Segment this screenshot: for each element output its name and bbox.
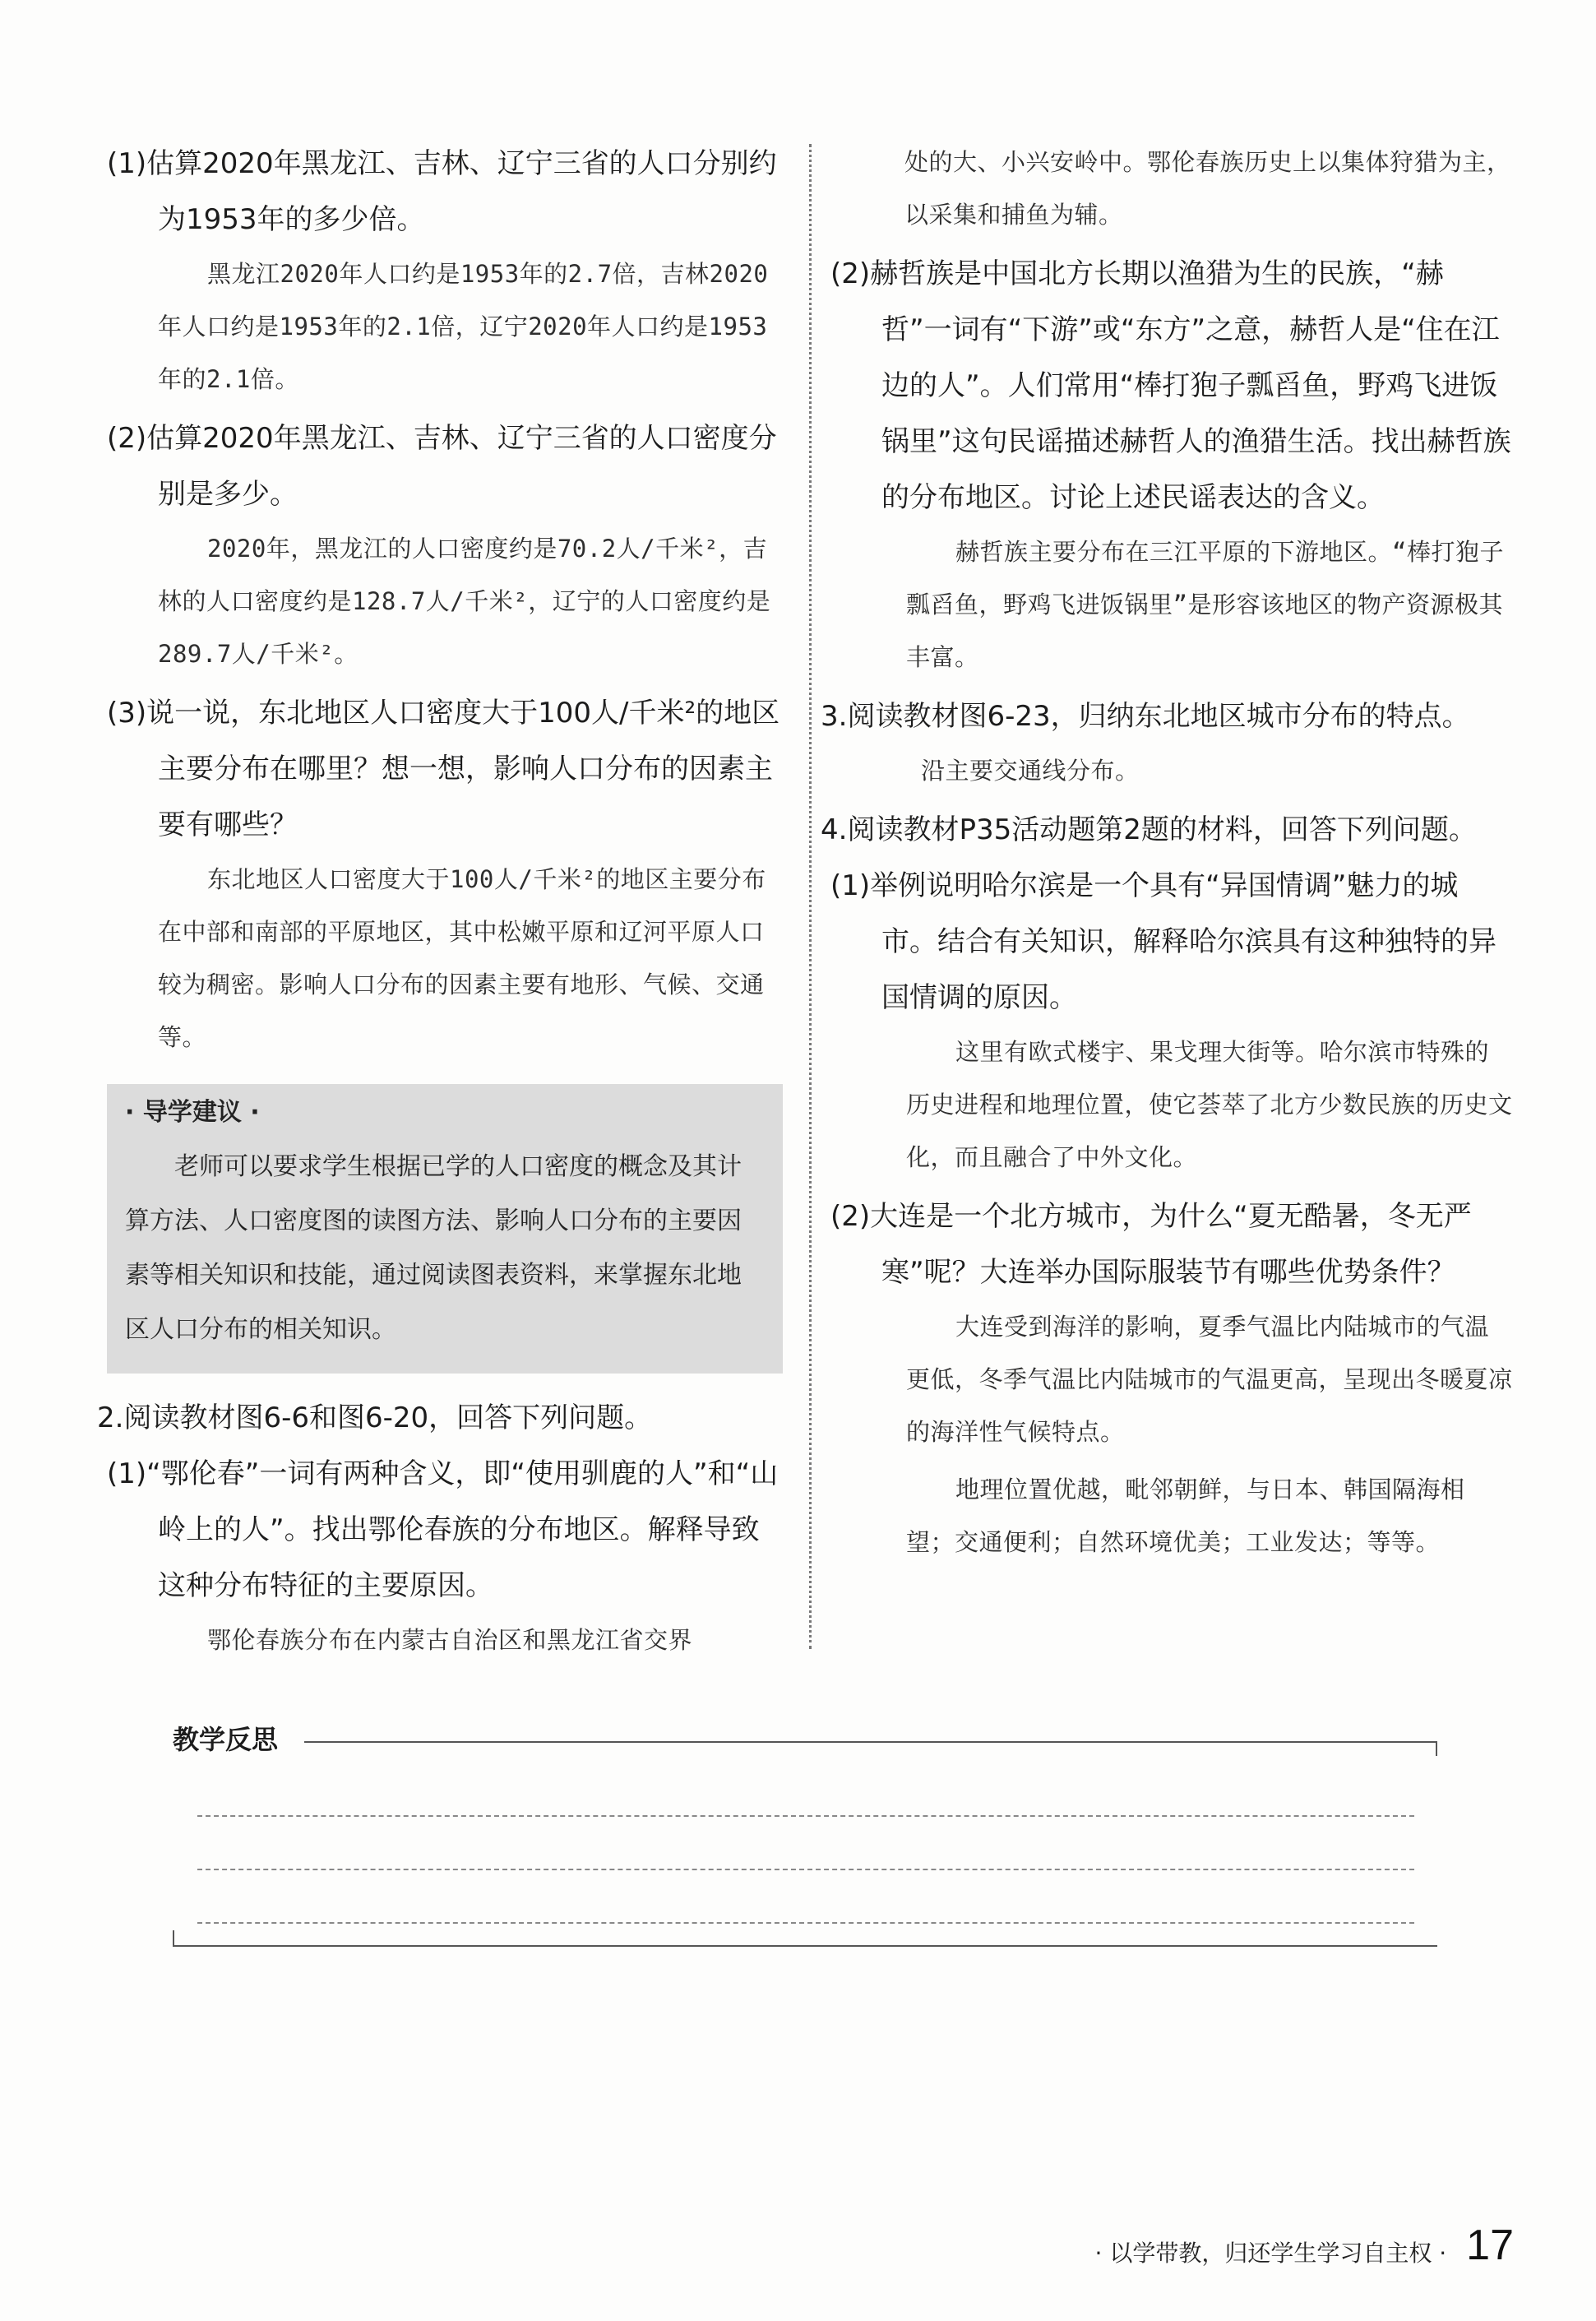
question-2-2: (2)赫哲族是中国北方长期以渔猎为生的民族，“赫哲”一词有“下游”或“东方”之意，赫哲人是“住在江边的人”。人们常用“棒打狍子瓢舀鱼，野鸡飞进饭锅里”这句民谣描述赫哲人的渔猎生活。找出赫哲族的分布地区。讨论上述民谣表达的含义。 xyxy=(830,257,1511,514)
question-4-2: (2)大连是一个北方城市，为什么“夏无酷暑，冬无严寒”呢？大连举办国际服装节有哪些优势条件？ xyxy=(830,1200,1472,1289)
question-2: 2.阅读教材图6-6和图6-20，回答下列问题。 xyxy=(97,1401,653,1434)
reflection-bottom-border xyxy=(173,1945,1437,1947)
footer-slogan: · 以学带教，归还学生学习自主权 · xyxy=(1094,2240,1447,2267)
reflection-left-border xyxy=(173,1930,174,1945)
right-column xyxy=(821,136,1513,1573)
question-3: 3.阅读教材图6-23，归纳东北地区城市分布的特点。 xyxy=(821,700,1470,733)
left-column xyxy=(107,136,781,1068)
reflection-top-border xyxy=(304,1741,1437,1743)
question-4: 4.阅读教材P35活动题第2题的材料，回答下列问题。 xyxy=(821,813,1477,846)
reflection-writing-line[interactable] xyxy=(197,1922,1414,1924)
guide-title: · 导学建议 · xyxy=(125,1098,260,1127)
question-1-1: (1)估算2020年黑龙江、吉林、辽宁三省的人口分别约为1953年的多少倍。 xyxy=(107,147,777,236)
answer-2-2: 赫哲族主要分布在三江平原的下游地区。“棒打狍子瓢舀鱼，野鸡飞进饭锅里”是形容该地区的物产资源极其丰富。 xyxy=(906,538,1504,671)
answer-4-2-b: 地理位置优越，毗邻朝鲜，与日本、韩国隔海相望；交通便利；自然环境优美；工业发达；等等。 xyxy=(906,1476,1465,1556)
answer-1-2: 2020年，黑龙江的人口密度约是70.2人/千米²，吉林的人口密度约是128.7人/千米²，辽宁的人口密度约是289.7人/千米²。 xyxy=(158,535,771,668)
reflection-writing-line[interactable] xyxy=(197,1869,1414,1870)
answer-2-1-part1: 鄂伦春族分布在内蒙古自治区和黑龙江省交界 xyxy=(207,1626,693,1654)
answer-4-2-a: 大连受到海洋的影响，夏季气温比内陆城市的气温更低，冬季气温比内陆城市的气温更高，呈现出冬暖夏凉的海洋性气候特点。 xyxy=(906,1313,1513,1446)
left-column-lower xyxy=(97,1390,781,1671)
guide-box xyxy=(107,1084,783,1374)
answer-1-1: 黑龙江2020年人口约是1953年的2.7倍，吉林2020年人口约是1953年的2.1倍，辽宁2020年人口约是1953年的2.1倍。 xyxy=(158,260,769,393)
answer-1-3: 东北地区人口密度大于100人/千米²的地区主要分布在中部和南部的平原地区，其中松嫩平原和辽河平原人口较为稠密。影响人口分布的因素主要有地形、气候、交通等。 xyxy=(158,865,766,1051)
question-1-2: (2)估算2020年黑龙江、吉林、辽宁三省的人口密度分别是多少。 xyxy=(107,422,777,511)
question-1-3: (3)说一说，东北地区人口密度大于100人/千米²的地区主要分布在哪里？想一想，影响人口分布的因素主要有哪些？ xyxy=(107,697,780,841)
reflection-title: 教学反思 xyxy=(173,1723,286,1756)
page-number: 17 xyxy=(1466,2221,1514,2269)
page-footer xyxy=(1095,2221,1514,2270)
teaching-reflection xyxy=(173,1723,1439,1953)
reflection-writing-line[interactable] xyxy=(197,1815,1414,1817)
question-4-1: (1)举例说明哈尔滨是一个具有“异国情调”魅力的城市。结合有关知识，解释哈尔滨具有这种独特的异国情调的原因。 xyxy=(830,869,1497,1014)
answer-3: 沿主要交通线分布。 xyxy=(921,757,1140,785)
question-2-1: (1)“鄂伦春”一词有两种含义，即“使用驯鹿的人”和“山岭上的人”。找出鄂伦春族的分布地区。解释导致这种分布特征的主要原因。 xyxy=(107,1457,779,1602)
guide-text: 老师可以要求学生根据已学的人口密度的概念及其计算方法、人口密度图的读图方法、影响人口分布的主要因素等相关知识和技能，通过阅读图表资料，来掌握东北地区人口分布的相关知识。 xyxy=(125,1152,742,1344)
reflection-right-border xyxy=(1436,1741,1437,1756)
answer-4-1: 这里有欧式楼宇、果戈理大街等。哈尔滨市特殊的历史进程和地理位置，使它荟萃了北方少数民族的历史文化，而且融合了中外文化。 xyxy=(906,1038,1513,1171)
answer-2-1-part2: 处的大、小兴安岭中。鄂伦春族历史上以集体狩猎为主，以采集和捕鱼为辅。 xyxy=(904,148,1511,229)
